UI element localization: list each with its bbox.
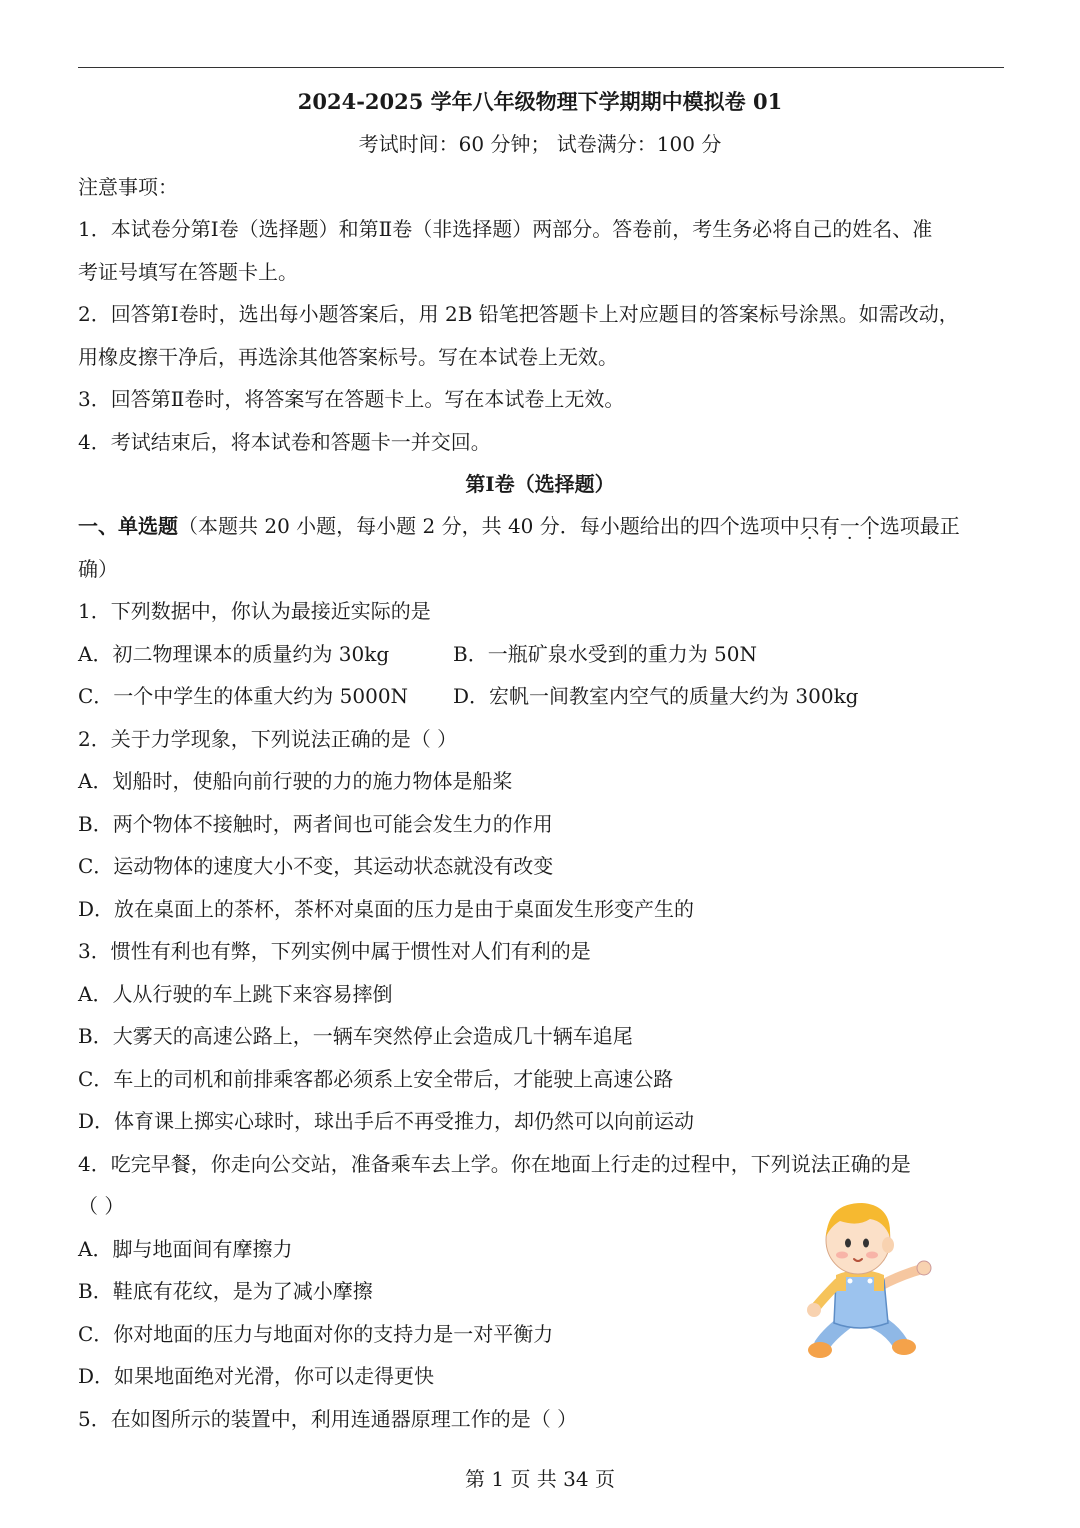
q5-stem: 5．在如图所示的装置中，利用连通器原理工作的是（ ） bbox=[78, 1407, 578, 1431]
q1-stem: 1．下列数据中，你认为最接近实际的是 bbox=[78, 599, 431, 623]
q2-option-d: D．放在桌面上的茶杯，茶杯对桌面的压力是由于桌面发生形变产生的 bbox=[78, 897, 695, 921]
q3-option-a: A．人从行驶的车上跳下来容易摔倒 bbox=[78, 982, 393, 1006]
notice-item-2-cont: 用橡皮擦干净后，再选涂其他答案标号。写在本试卷上无效。 bbox=[78, 345, 618, 369]
part1-desc: （本题共 20 小题，每小题 2 分，共 40 分．每小题给出的四个选项中 bbox=[178, 514, 800, 538]
q4-stem: 4．吃完早餐，你走向公交站，准备乘车去上学。你在地面上行走的过程中，下列说法正确的是 bbox=[78, 1152, 911, 1176]
q3-option-b: B．大雾天的高速公路上，一辆车突然停止会造成几十辆车追尾 bbox=[78, 1024, 633, 1048]
q1-option-c: C．一个中学生的体重大约为 5000N bbox=[78, 684, 409, 708]
notice-heading: 注意事项： bbox=[78, 175, 178, 199]
exam-title: 2024-2025 学年八年级物理下学期期中模拟卷 01 bbox=[297, 89, 783, 114]
q3-option-d: D．体育课上掷实心球时，球出手后不再受推力，却仍然可以向前运动 bbox=[78, 1109, 695, 1133]
notice-item-4: 4．考试结束后，将本试卷和答题卡一并交回。 bbox=[78, 430, 491, 454]
q4-option-b: B．鞋底有花纹，是为了减小摩擦 bbox=[78, 1279, 373, 1303]
q4-stem-cont: （ ） bbox=[78, 1194, 125, 1218]
q2-option-a: A．划船时，使船向前行驶的力的施力物体是船桨 bbox=[78, 769, 513, 793]
q2-stem: 2．关于力学现象，下列说法正确的是（ ） bbox=[78, 727, 458, 751]
q3-stem: 3．惯性有利也有弊，下列实例中属于惯性对人们有利的是 bbox=[78, 939, 591, 963]
emphasis-char: 个 bbox=[859, 514, 880, 538]
emphasis-char: 一 bbox=[839, 514, 860, 538]
part1-instructions-cont: 确） bbox=[78, 557, 118, 581]
page-footer: 第 1 页 共 34 页 bbox=[465, 1467, 615, 1491]
q4-option-d: D．如果地面绝对光滑，你可以走得更快 bbox=[78, 1364, 435, 1388]
q1-option-a: A．初二物理课本的质量约为 30kg bbox=[78, 642, 390, 666]
walking-boy-illustration bbox=[800, 1195, 935, 1365]
q1-option-d: D．宏帆一间教室内空气的质量大约为 300kg bbox=[453, 684, 859, 708]
section-title: 第Ⅰ卷（选择题） bbox=[465, 472, 615, 496]
notice-item-2: 2．回答第Ⅰ卷时，选出每小题答案后，用 2B 铅笔把答题卡上对应题目的答案标号涂黑。如需改动， bbox=[78, 302, 959, 326]
q3-option-c: C．车上的司机和前排乘客都必须系上安全带后，才能驶上高速公路 bbox=[78, 1067, 674, 1091]
header-rule bbox=[78, 67, 1004, 68]
notice-item-3: 3．回答第Ⅱ卷时，将答案写在答题卡上。写在本试卷上无效。 bbox=[78, 387, 625, 411]
emphasis-char: 有 bbox=[819, 514, 840, 538]
notice-item-1-cont: 考证号填写在答题卡上。 bbox=[78, 260, 298, 284]
part1-desc-end: 选项最正 bbox=[879, 514, 960, 538]
q4-option-a: A．脚与地面间有摩擦力 bbox=[78, 1237, 293, 1261]
q2-option-c: C．运动物体的速度大小不变，其运动状态就没有改变 bbox=[78, 854, 554, 878]
exam-subtitle: 考试时间：60 分钟； 试卷满分：100 分 bbox=[358, 132, 722, 156]
q2-option-b: B．两个物体不接触时，两者间也可能会发生力的作用 bbox=[78, 812, 553, 836]
q4-option-c: C．你对地面的压力与地面对你的支持力是一对平衡力 bbox=[78, 1322, 554, 1346]
part1-label: 一、单选题 bbox=[78, 514, 178, 538]
q1-option-b: B．一瓶矿泉水受到的重力为 50N bbox=[453, 642, 758, 666]
part1-instructions bbox=[78, 510, 960, 539]
notice-item-1: 1．本试卷分第Ⅰ卷（选择题）和第Ⅱ卷（非选择题）两部分。答卷前，考生务必将自己的姓名、准 bbox=[78, 217, 933, 241]
emphasis-char: 只 bbox=[799, 514, 820, 538]
